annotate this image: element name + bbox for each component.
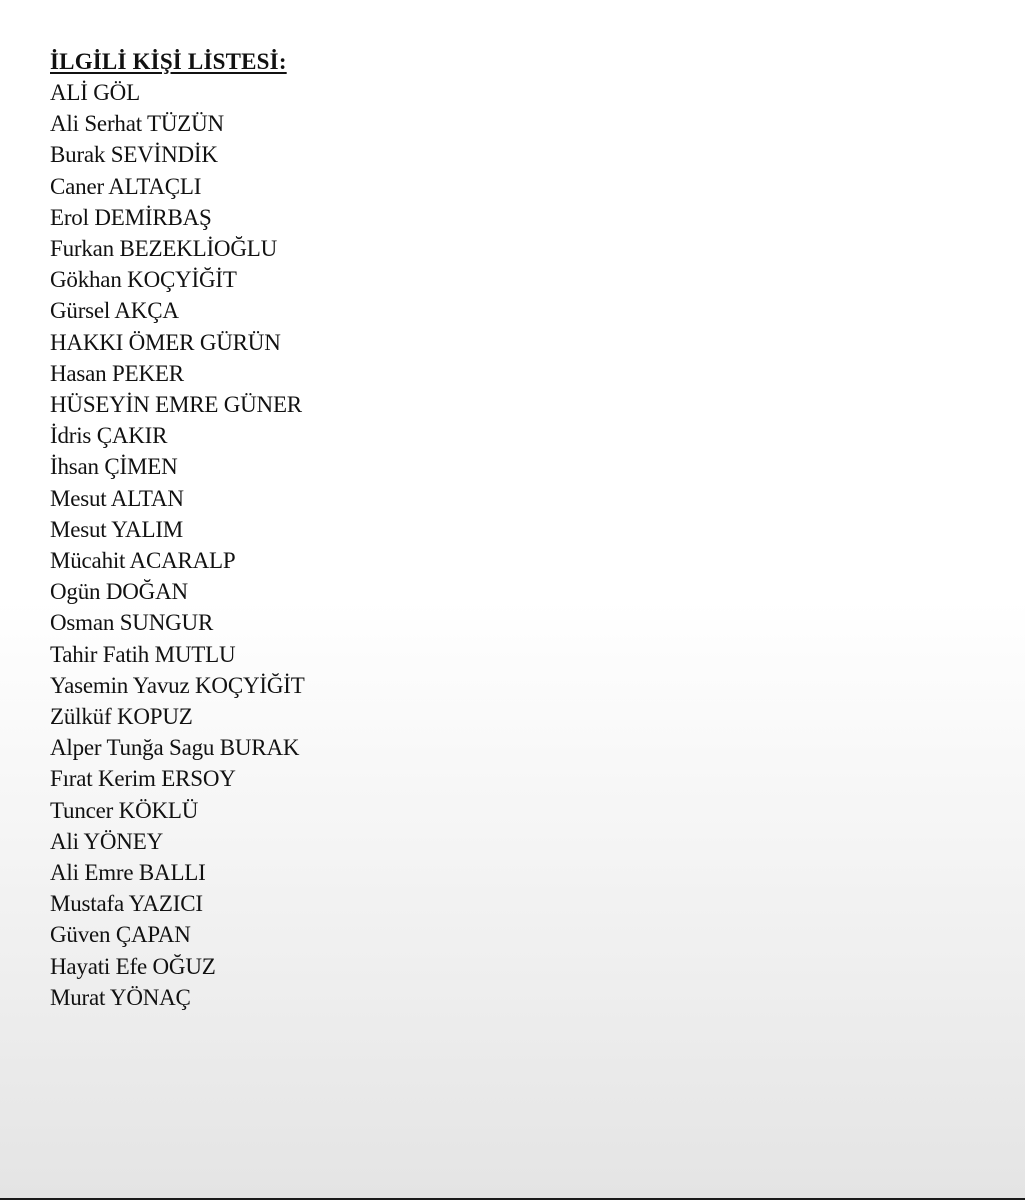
list-item: Tuncer KÖKLÜ [50,797,199,823]
list-item: İdris ÇAKIR [50,423,168,449]
list-item: Ali Serhat TÜZÜN [50,111,224,137]
list-item: Mustafa YAZICI [50,891,203,917]
list-item: Osman SUNGUR [50,610,214,636]
list-item: Alper Tunğa Sagu BURAK [50,735,300,761]
list-item: Fırat Kerim ERSOY [50,766,236,792]
list-item: Ali YÖNEY [50,828,163,854]
list-item: Gürsel AKÇA [50,298,179,324]
list-item: HAKKI ÖMER GÜRÜN [50,329,281,355]
list-item: Caner ALTAÇLI [50,173,202,199]
list-item: Ali Emre BALLI [50,860,206,886]
list-item: Murat YÖNAÇ [50,984,191,1010]
list-item: Mesut ALTAN [50,485,184,511]
list-item: Mücahit ACARALP [50,548,236,574]
list-item: Zülküf KOPUZ [50,704,193,730]
list-item: Hasan PEKER [50,360,184,386]
list-item: ALİ GÖL [50,80,140,105]
list-item: Ogün DOĞAN [50,579,188,605]
list-item: Tahir Fatih MUTLU [50,641,236,667]
list-item: Gökhan KOÇYİĞİT [50,267,237,293]
list-item: İhsan ÇİMEN [50,454,178,480]
document-page [50,46,305,1013]
list-item: HÜSEYİN EMRE GÜNER [50,392,302,418]
list-title: İLGİLİ KİŞİ LİSTESİ: [50,49,287,74]
list-item: Hayati Efe OĞUZ [50,953,216,979]
list-item: Mesut YALIM [50,516,184,542]
list-item: Furkan BEZEKLİOĞLU [50,236,277,262]
name-list [50,77,305,1013]
list-item: Yasemin Yavuz KOÇYİĞİT [50,672,305,698]
list-item: Güven ÇAPAN [50,922,191,948]
list-item: Burak SEVİNDİK [50,142,218,168]
list-item: Erol DEMİRBAŞ [50,204,212,230]
